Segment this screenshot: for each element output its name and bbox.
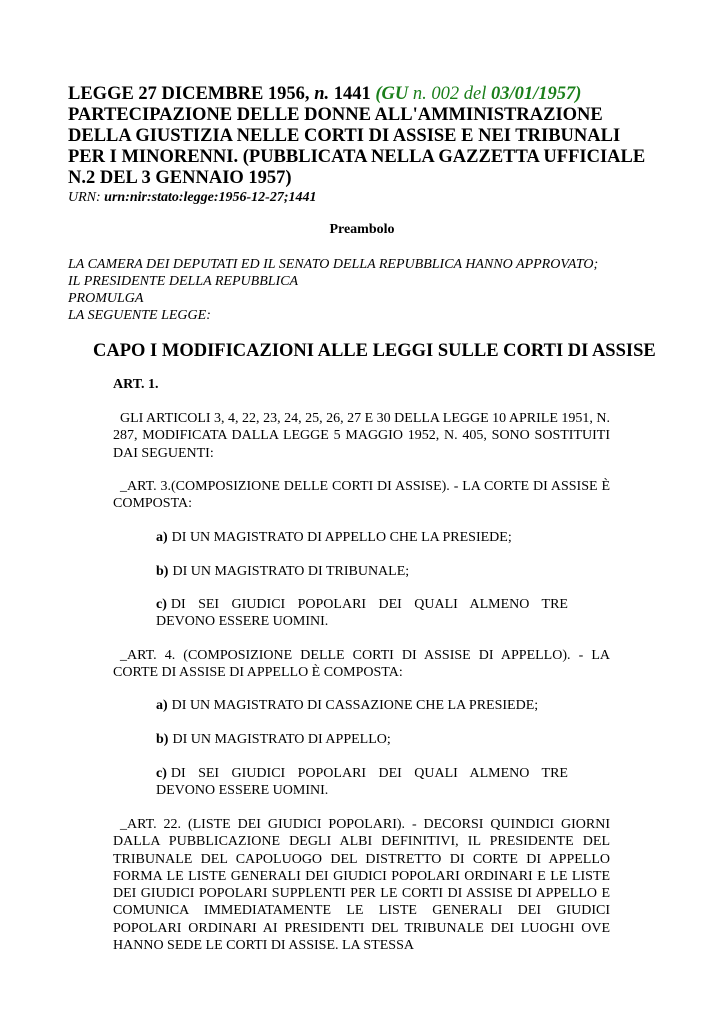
preambolo-line: LA SEGUENTE LEGGE: [68,308,211,323]
preambolo-line: IL PRESIDENTE DELLA REPUBBLICA [68,274,299,289]
law-number-label: n. [314,84,330,104]
list-item [156,563,568,580]
list-item [156,765,568,800]
item-letter: a) [156,530,168,545]
law-title [68,84,658,189]
art22-paragraph: _ART. 22. (LISTE DEI GIUDICI POPOLARI). - DECORSI QUINDICI GIORNI DALLA PUBBLICAZIONE DEGLI ALBI DEFINITIVI, IL PRESIDENTE DEL TRIBUNALE DEL CAPOLUOGO DEL DISTRETTO DI CORTE DI APPELLO FORMA LE LISTE GENERALI DEI GIUDICI POPOLARI ORDINARI E LE LISTE DEI GIUDICI POPOLARI SUPPLENTI PER LE CORTI DI ASSISE DI APPELLO E COMUNICA IMMEDIATAMENTE LE LISTE GENERALI DEI GIUDICI POPOLARI ORDINARI AI PRESIDENTI DEL TRIBUNALE DEI LUOGHI OVE HANNO SEDE LE CORTI DI ASSISE. LA STESSA [113,817,610,954]
urn-line [68,190,317,206]
law-number: 1441 [329,84,376,104]
urn-value: urn:nir:stato:legge:1956-12-27;1441 [104,190,317,205]
urn-label: URN: [68,190,105,205]
preambolo-text [68,256,668,324]
item-text: DI UN MAGISTRATO DI APPELLO; [172,732,391,747]
art3-paragraph: _ART. 3.(COMPOSIZIONE DELLE CORTI DI ASSISE). - LA CORTE DI ASSISE È COMPOSTA: [113,479,610,512]
item-text: DI SEI GIUDICI POPOLARI DEI QUALI ALMENO TRE DEVONO ESSERE UOMINI. [156,597,568,630]
gazette-number: n. 002 [412,84,464,104]
item-text: DI UN MAGISTRATO DI APPELLO CHE LA PRESIEDE; [171,530,512,545]
list-item [156,596,568,631]
item-text: DI SEI GIUDICI POPOLARI DEI QUALI ALMENO TRE DEVONO ESSERE UOMINI. [156,766,568,799]
law-title-main: LEGGE 27 DICEMBRE 1956, [68,84,315,104]
capo-heading: CAPO I MODIFICAZIONI ALLE LEGGI SULLE CORTI DI ASSISE [93,341,656,361]
article-title: ART. 1. [113,377,159,392]
preambolo-line: LA CAMERA DEI DEPUTATI ED IL SENATO DELLA REPUBBLICA HANNO APPROVATO; [68,257,599,272]
item-text: DI UN MAGISTRATO DI TRIBUNALE; [172,564,410,579]
gazette-date: 03/01/1957) [490,84,582,104]
preambolo-line: PROMULGA [68,291,144,306]
law-subtitle: PARTECIPAZIONE DELLE DONNE ALL'AMMINISTRAZIONE DELLA GIUSTIZIA NELLE CORTI DI ASSISE E NEI TRIBUNALI PER I MINORENNI. (PUBBLICATA NELLA GAZZETTA UFFICIALE N.2 DEL 3 GENNAIO 1957) [68,105,646,188]
list-item [156,697,568,714]
list-item [156,731,568,748]
item-letter: c) [156,766,167,781]
item-letter: a) [156,698,168,713]
item-letter: b) [156,732,169,747]
gazette-open: (GU [375,84,413,104]
gazette-del: del [463,84,491,104]
list-item [156,529,568,546]
article-intro: GLI ARTICOLI 3, 4, 22, 23, 24, 25, 26, 27 E 30 DELLA LEGGE 10 APRILE 1951, N. 287, MODIFICATA DALLA LEGGE 5 MAGGIO 1952, N. 405, SONO SOSTITUITI DAI SEGUENTI: [113,411,610,461]
art4-paragraph: _ART. 4. (COMPOSIZIONE DELLE CORTI DI ASSISE DI APPELLO). - LA CORTE DI ASSISE DI APPELLO È COMPOSTA: [113,648,610,681]
gazette-reference [375,84,581,104]
preambolo-heading: Preambolo [329,222,395,237]
item-letter: b) [156,564,169,579]
item-text: DI UN MAGISTRATO DI CASSAZIONE CHE LA PRESIEDE; [171,698,539,713]
item-letter: c) [156,597,167,612]
